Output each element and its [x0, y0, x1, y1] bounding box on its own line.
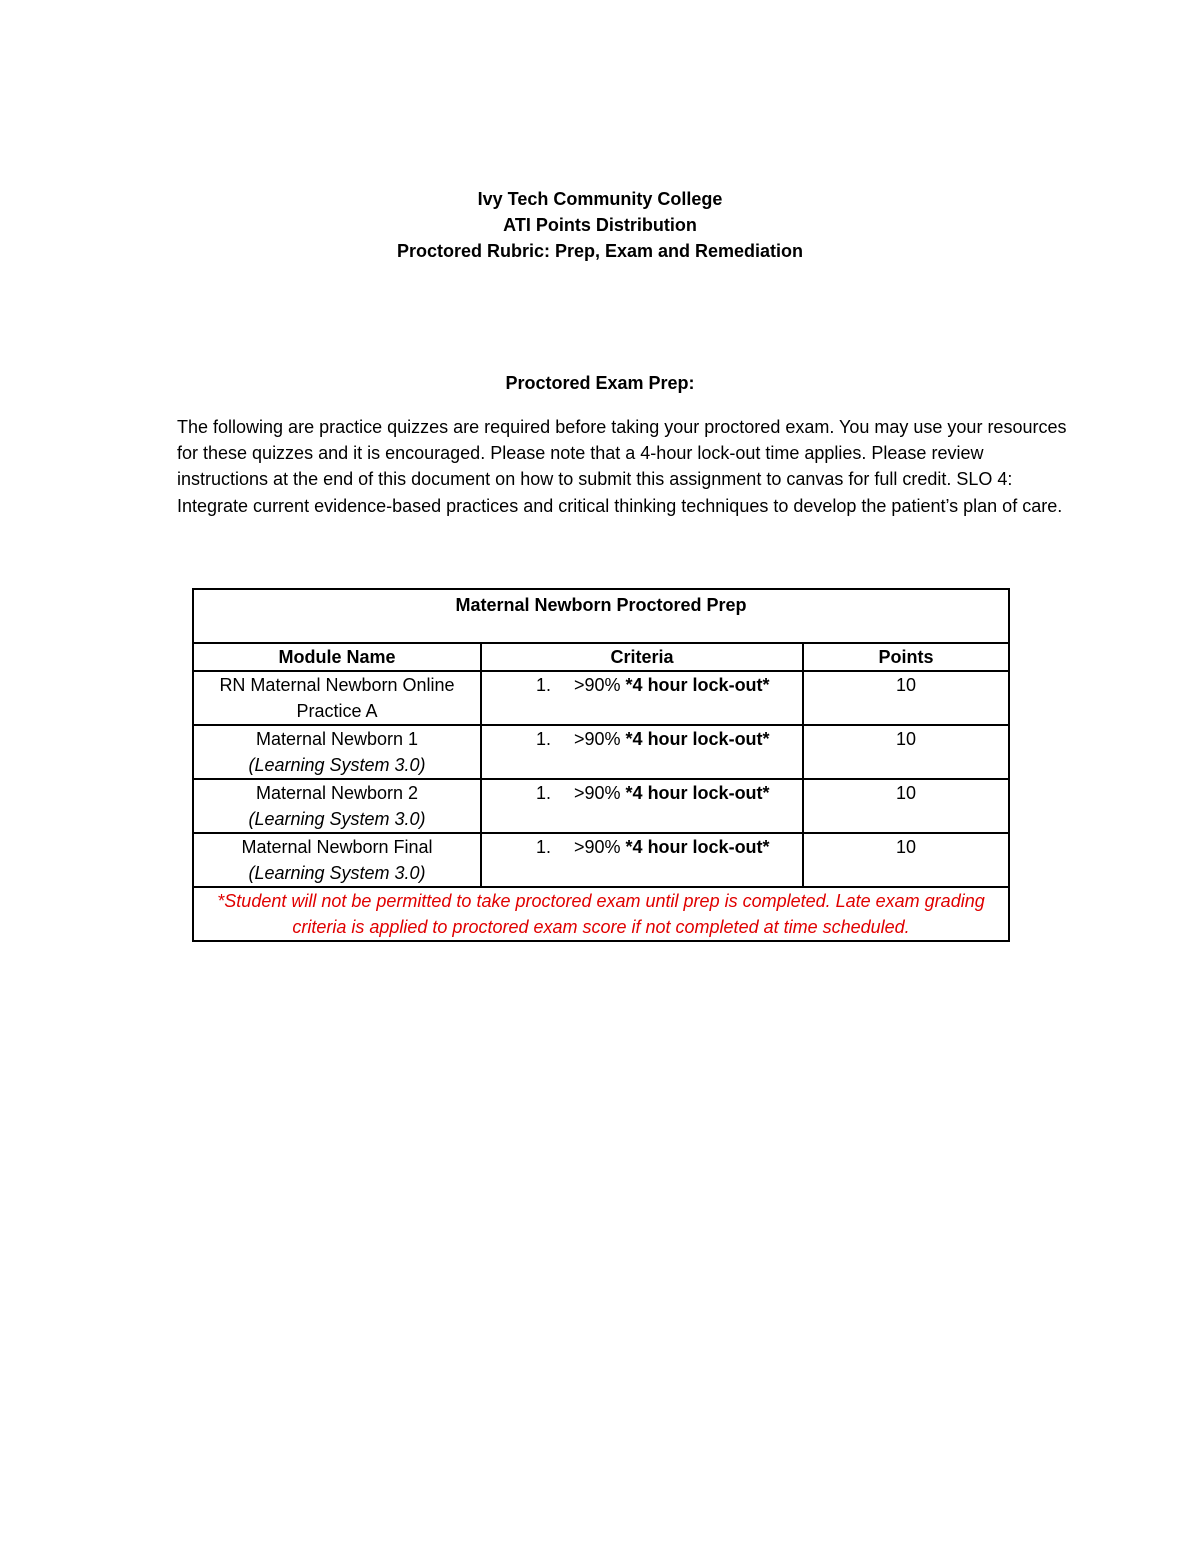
table-header-row — [193, 643, 1009, 671]
document-subtitle: ATI Points Distribution — [503, 215, 697, 235]
module-subtitle: (Learning System 3.0) — [248, 755, 426, 775]
criteria-number: 1. — [536, 729, 552, 749]
criteria-number: 1. — [536, 675, 552, 695]
table-title: Maternal Newborn Proctored Prep — [193, 589, 1009, 643]
criteria-cell — [481, 833, 803, 887]
table-title-row — [193, 589, 1009, 643]
table-note-row — [193, 887, 1009, 941]
column-header-points: Points — [803, 643, 1009, 671]
criteria-threshold: >90% — [574, 729, 626, 749]
module-subtitle: (Learning System 3.0) — [248, 863, 426, 883]
criteria-threshold: >90% — [574, 675, 626, 695]
criteria-cell — [481, 779, 803, 833]
module-cell — [193, 725, 481, 779]
module-cell — [193, 671, 481, 725]
intro-paragraph: The following are practice quizzes are required before taking your proctored exam. You may use your resources for these quizzes and it is encouraged. Please note that a 4-hour lock-out time applies. Please review instructions at the end of this document on how to submit this assignment to canvas for full credit. SLO 4: Integrate current evidence-based practices and critical thinking techniques to develop the patient’s plan of care. — [177, 417, 1067, 516]
criteria-number: 1. — [536, 783, 552, 803]
institution-name: Ivy Tech Community College — [477, 189, 723, 209]
document-header — [0, 186, 1200, 264]
prep-requirement-note: *Student will not be permitted to take proctored exam until prep is completed. Late exam grading criteria is applied to proctored exam score if not completed at time scheduled. — [193, 887, 1009, 941]
section-title: Proctored Exam Prep: — [505, 373, 695, 393]
criteria-threshold: >90% — [574, 837, 626, 857]
points-cell: 10 — [803, 671, 1009, 725]
module-subtitle: (Learning System 3.0) — [248, 809, 426, 829]
rubric-table — [192, 588, 1010, 942]
module-name: Maternal Newborn 2 — [255, 783, 419, 803]
column-header-criteria: Criteria — [481, 643, 803, 671]
module-name: Maternal Newborn 1 — [255, 729, 419, 749]
points-cell: 10 — [803, 779, 1009, 833]
module-name: RN Maternal Newborn Online Practice A — [219, 675, 455, 721]
module-name: Maternal Newborn Final — [241, 837, 433, 857]
table-row — [193, 671, 1009, 725]
rubric-title: Proctored Rubric: Prep, Exam and Remediation — [396, 241, 804, 261]
table-row — [193, 833, 1009, 887]
module-cell — [193, 833, 481, 887]
criteria-cell — [481, 671, 803, 725]
criteria-cell — [481, 725, 803, 779]
points-cell: 10 — [803, 833, 1009, 887]
module-cell — [193, 779, 481, 833]
points-cell: 10 — [803, 725, 1009, 779]
criteria-threshold: >90% — [574, 783, 626, 803]
table-row — [193, 779, 1009, 833]
criteria-lockout: *4 hour lock-out* — [625, 729, 770, 749]
table-row — [193, 725, 1009, 779]
criteria-number: 1. — [536, 837, 552, 857]
criteria-lockout: *4 hour lock-out* — [625, 837, 770, 857]
column-header-module: Module Name — [193, 643, 481, 671]
criteria-lockout: *4 hour lock-out* — [625, 675, 770, 695]
criteria-lockout: *4 hour lock-out* — [625, 783, 770, 803]
